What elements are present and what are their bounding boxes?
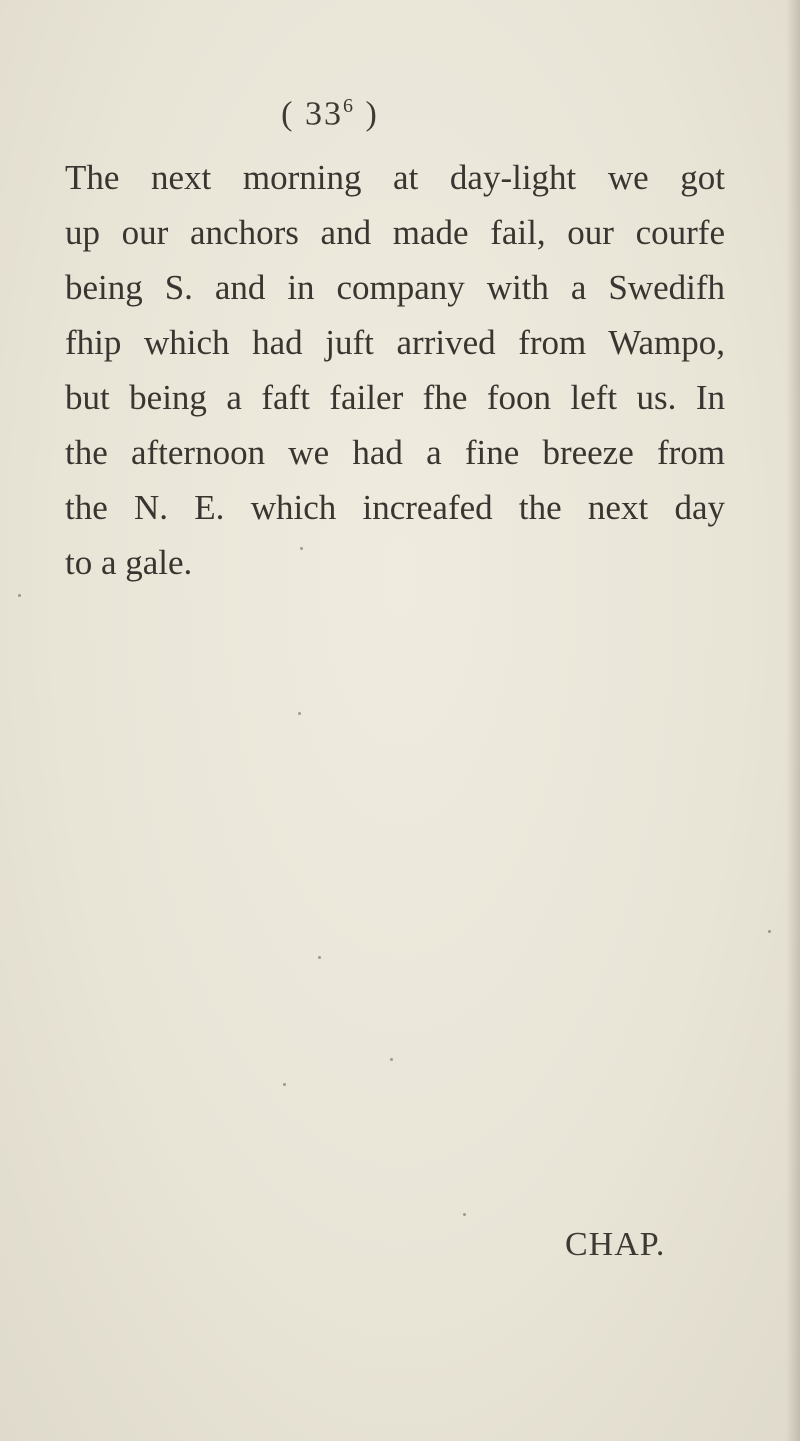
text-line: the N. E. which increafed the next day <box>65 488 725 527</box>
page-edge-shadow <box>786 0 800 1441</box>
text-line: up our anchors and made fail, our courfe <box>65 213 725 252</box>
page-number-suffix: ) <box>355 95 379 133</box>
paper-speck <box>300 547 303 550</box>
text-line: being S. and in company with a Swedifh <box>65 268 725 307</box>
text-line: to a gale. <box>65 543 193 582</box>
page-number-superscript: 6 <box>343 95 355 117</box>
paper-speck <box>768 930 771 933</box>
paper-speck <box>463 1213 466 1216</box>
paper-speck <box>390 1058 393 1061</box>
text-line: but being a faft failer fhe foon left us. In <box>65 378 725 417</box>
text-line: the afternoon we had a fine breeze from <box>65 433 725 472</box>
catchword: CHAP. <box>565 1226 666 1263</box>
paper-speck <box>18 594 21 597</box>
paper-speck <box>298 712 301 715</box>
paper-speck <box>318 956 321 959</box>
text-line: The next morning at day-light we got <box>65 158 725 197</box>
body-paragraph <box>65 150 725 590</box>
page-number <box>0 95 660 133</box>
page-number-prefix: ( 33 <box>281 95 343 133</box>
paper-speck <box>283 1083 286 1086</box>
text-line: fhip which had juft arrived from Wampo, <box>65 323 725 362</box>
